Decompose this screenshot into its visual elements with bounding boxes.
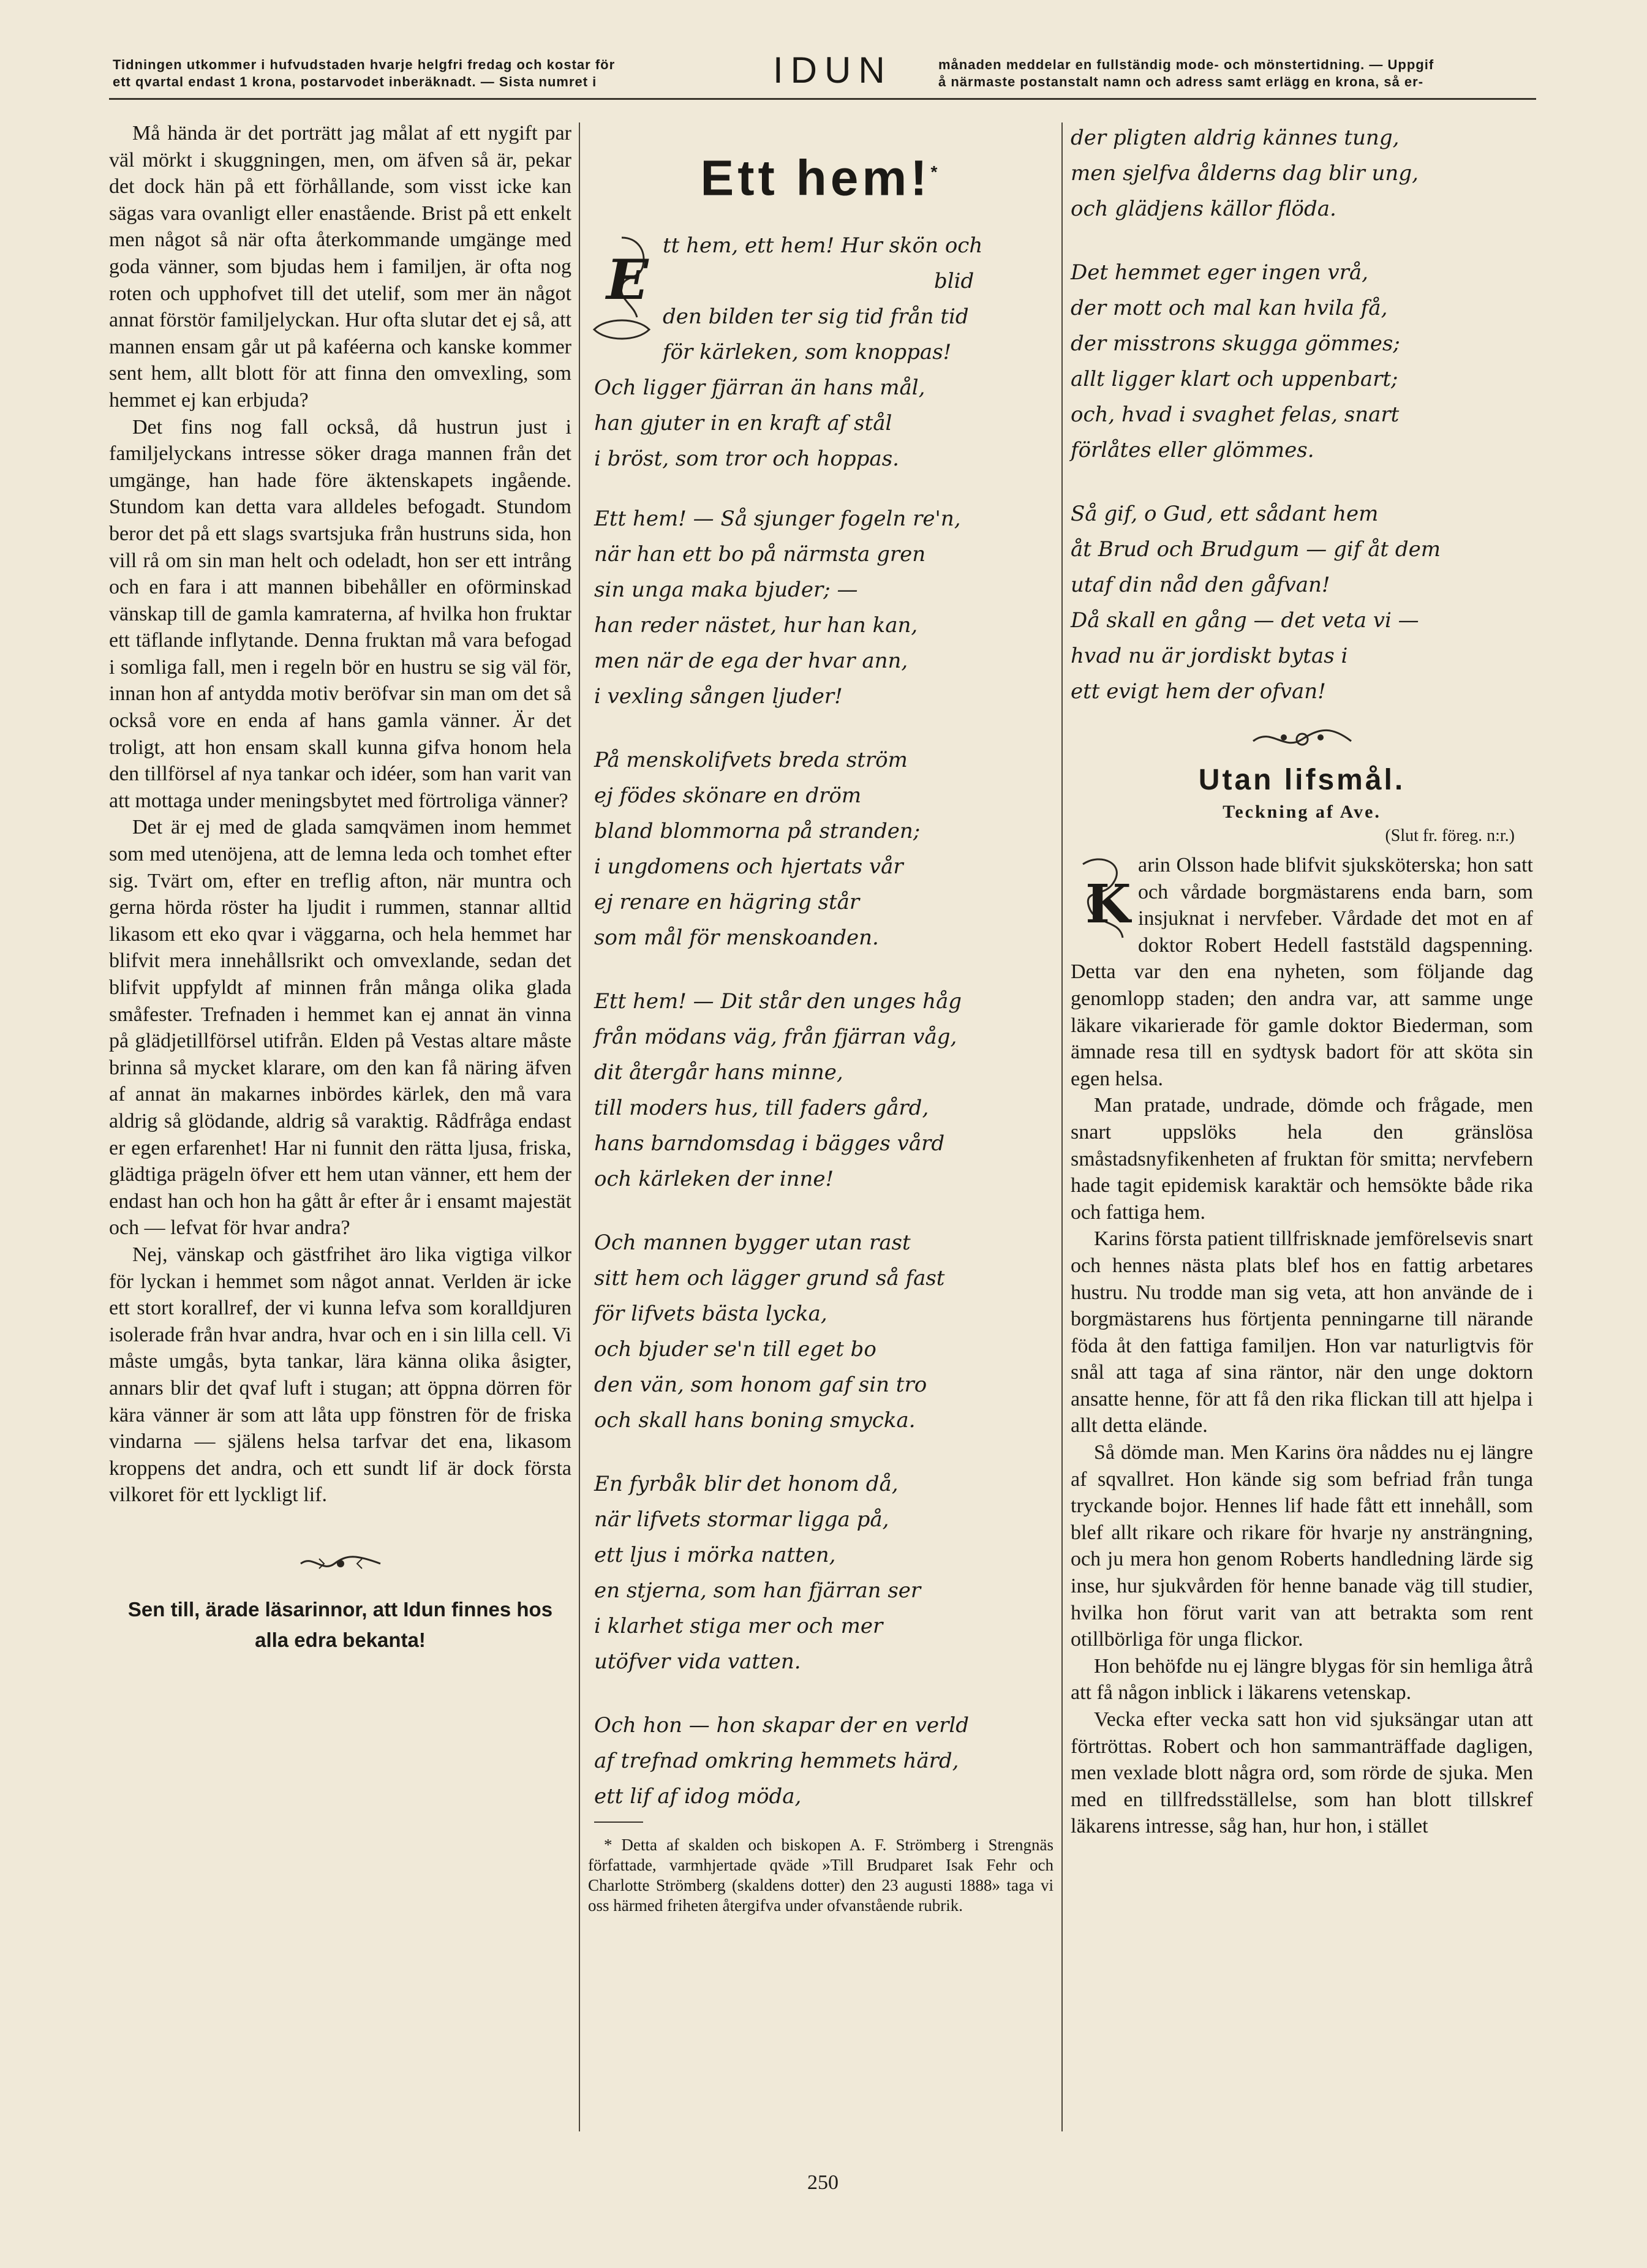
header-left-line1: Tidningen utkommer i hufvudstaden hvarje helgfri fredag och kostar för	[113, 57, 616, 72]
poem-line: hvad nu är jordiskt bytas i	[1071, 644, 1348, 668]
poem-line: Det hemmet eger ingen vrå,	[1071, 260, 1368, 285]
poem-line: ej födes skönare en dröm	[594, 783, 862, 808]
poem-line: och, hvad i svaghet felas, snart	[1071, 402, 1400, 427]
paragraph: arin Olsson hade blifvit sjuksköterska; hon satt och vårdade borgmästarens enda barn, som insjuknat i nervfeber. Vårdade det mot en af doktor Robert Hedell faststäld dagspenning. Detta var den ena nyheten, som följande dag genomlopp staden; den andra var, att samme unge läkare vikarierade för gamle doktor Biederman, som ämnade resa till en sydtysk badort för att sköta sin egen helsa.	[1071, 854, 1533, 1090]
poem-line: ett evigt hem der ofvan!	[1071, 679, 1326, 704]
poem-line: när lifvets stormar ligga på,	[594, 1507, 889, 1532]
poem-line: Då skall en gång — det veta vi —	[1071, 608, 1419, 633]
paragraph: Nej, vänskap och gästfrihet äro lika vigtiga vilkor för lyckan i hemmet som något annat. Verlden är icke ett stort korallref, der vi kunna lefva som koralldjuren isolerade från hvar andra, hvar och en i sin lilla cell. Vi måste umgås, byta tankar, lära känna olika åsigter, annars blir det qvaf luft i stugan; att öppna dörren för kära vänner är som att låta upp fönstren för de friska vindarna — själens helsa tarfvar det ena, likasom kroppens det andra, och ett sundt lif är dock första vilkoret för ett lyckligt lif.	[109, 1243, 571, 1507]
poem-line: sin unga maka bjuder; —	[594, 578, 858, 603]
poem-line: Och ligger fjärran än hans mål,	[594, 375, 925, 401]
poem-line: den bilden ter sig tid från tid	[663, 304, 969, 330]
story-body	[1071, 852, 1533, 1840]
poem-line: der pligten aldrig kännes tung,	[1071, 126, 1400, 150]
poem-line: utaf din nåd den gåfvan!	[1071, 573, 1330, 597]
poem-line: Och mannen bygger utan rast	[594, 1230, 911, 1256]
column-divider-right	[1061, 122, 1063, 2131]
header-notice-right	[938, 56, 1434, 91]
poem-line: för kärleken, som knoppas!	[663, 340, 952, 365]
paragraph: Hon behöfde nu ej längre blygas för sin hemliga åtrå att få någon inblick i läkarens vetenskap.	[1071, 1654, 1533, 1705]
poem-title-text: Ett hem!	[700, 150, 931, 206]
poem-line: när han ett bo på närmsta gren	[594, 542, 926, 567]
poem-line: han gjuter in en kraft af stål	[594, 411, 892, 436]
poem-line: åt Brud och Brudgum — gif åt dem	[1071, 537, 1441, 562]
story-byline: Teckning af Ave.	[1223, 802, 1381, 822]
paragraph: Det är ej med de glada samqvämen inom hemmet som med utenöjena, att de lemna leda och tomhet efter sig. Tvärt om, efter en treflig afton, när muntra och gerna hörda röster ha ljudit i rummen, stannar alltid likasom ett eko qvar i väggarna, och hela hemmet har blifvit mera innehållsrikt och omvexlande, sedan det blifvit uppfyldt af minnen från många olika glada småfester. Trefnaden i hemmet kan ej annat än vinna på glädjetillförsel utifrån. Elden på Vestas altare måste brinna så mycket klarare, om den kan få näring äfven af annat än makarnes inbördes kärlek, den må vara aldrig så glödande, aldrig så varaktig. Rådfråga endast er egen erfarenhet! Har ni funnit den rätta ljusa, friska, glädtiga prägeln öfver ett hem utan vänner, ett hem der endast han och hon ha gått år efter år i ensamt majestät och — lefvat för hvar andra?	[109, 816, 571, 1240]
poem-line: och kärleken der inne!	[594, 1167, 834, 1192]
poem-line: ett ljus i mörka natten,	[594, 1543, 836, 1568]
flourish-ornament-icon	[1247, 724, 1357, 755]
story-title: Utan lifsmål.	[1198, 764, 1406, 796]
poem-line: den vän, som honom gaf sin tro	[594, 1373, 927, 1398]
decorative-initial-k-icon	[1071, 852, 1132, 956]
poem-line: bland blommorna på stranden;	[594, 819, 921, 844]
continuation-note: (Slut fr. föreg. n:r.)	[1385, 826, 1515, 845]
poem-stanza	[594, 742, 1053, 955]
header-left-line2: ett qvartal endast 1 krona, postarvodet inberäknadt. — Sista numret i	[113, 74, 597, 89]
poem-line: förlåtes eller glömmes.	[1071, 438, 1314, 462]
poem-line: Och hon — hon skapar der en verld	[594, 1713, 969, 1738]
poem-footnote: * Detta af skalden och biskopen A. F. Strömberg i Strengnäs författade, varmhjertade qväde »Till Brudparet Isak Fehr och Charlotte Strömberg (skaldens dotter) den 23 augusti 1888» taga vi oss härmed friheten återgifva under ofvanstående rubrik.	[588, 1836, 1053, 1915]
page-number: 250	[807, 2171, 839, 2194]
dropcap-letter: E	[606, 247, 649, 313]
poem-stanza	[1071, 255, 1533, 468]
paragraph: Det fins nog fall också, då hustrun just i familjelyckans intresse söker draga mannen från det umgänge, han hade före äktenskapets ingående. Stundom kan detta vara alldeles befogadt. Stundom beror det på ett slags svartsjuka från hustruns sida, hon vill rå om sin man helt och odeladt, hon ser ett intrång och en fara i att mannen bibehåller en oförminskad vänskap till de gamla kamraterna, af hvilka hon fruktar ett täflande inflytande. Denna fruktan må vara befogad i somliga fall, men i regeln bör en hustru se sig väl för, innan hon af antydda motiv beröfvar sin man om det så också vore en enda af hans gamla vänner. Är det troligt, att hon ensam skall kunna gifva honom hela den tillförsel af nya tankar och idéer, som han varit van att mottaga under meningsbytet med förtroliga vänner?	[109, 415, 571, 812]
poem-stanza	[1071, 496, 1533, 709]
masthead-title: IDUN	[773, 50, 892, 91]
poem-line: från mödans väg, från fjärran våg,	[594, 1025, 957, 1050]
poem-line: Ett hem! — Så sjunger fogeln re'n,	[594, 507, 961, 532]
header-right-line1: månaden meddelar en fullständig mode- och mönstertidning. — Uppgif	[938, 57, 1434, 72]
poem-line: i ungdomens och hjertats vår	[594, 854, 903, 880]
poem-continuation	[1071, 120, 1533, 709]
poem-stanza	[594, 228, 1053, 477]
poem-stanza	[594, 984, 1053, 1197]
article-column-left	[109, 120, 571, 1656]
header-right-line2: å närmaste postanstalt namn och adress samt erlägg en krona, så er-	[938, 74, 1424, 89]
paragraph: Så dömde man. Men Karins öra nåddes nu ej längre af sqvallret. Hon kände sig som befriad från tunga tryckande bojor. Hennes lif hade fått ett innehåll, som blef allt rikare och rikare för hvarje ny ansträngning, och ju mera hon genom Roberts handledning lärde sig inse, hur sjukvården för henne banade väg till studier, hvilka hon förut varit van att betrakta som rent otillbörliga för unga flickor.	[1071, 1441, 1533, 1651]
poem-line: blid	[934, 269, 974, 294]
right-column	[1071, 120, 1533, 1840]
poem-line: der mott och mal kan hvila få,	[1071, 296, 1388, 320]
poem-line: och bjuder se'n till eget bo	[594, 1337, 876, 1362]
poem-line: ett lif af idog möda,	[594, 1784, 802, 1809]
poem-line: allt ligger klart och uppenbart;	[1071, 367, 1398, 391]
reader-appeal: Sen till, ärade läsarinnor, att Idun finnes hos alla edra bekanta!	[127, 1597, 553, 1651]
dropcap-letter: K	[1085, 873, 1131, 935]
poem-line: en stjerna, som han fjärran ser	[594, 1578, 921, 1603]
poem-line: dit återgår hans minne,	[594, 1060, 843, 1085]
poem-line: men sjelfva ålderns dag blir ung,	[1071, 161, 1419, 186]
poem-line: och glädjens källor flöda.	[1071, 197, 1336, 221]
poem-line: ej renare en hägring står	[594, 890, 860, 915]
column-divider-left	[579, 122, 580, 2131]
poem-line: till moders hus, till faders gård,	[594, 1096, 929, 1121]
poem-line: Så gif, o Gud, ett sådant hem	[1071, 502, 1379, 526]
poem-stanza	[1071, 120, 1533, 227]
header-rule	[109, 98, 1536, 100]
ornament-divider-icon	[295, 1551, 386, 1576]
poem-line: för lifvets bästa lycka,	[594, 1302, 827, 1327]
poem-line: En fyrbåk blir det honom då,	[594, 1472, 899, 1497]
poem-body	[588, 228, 1053, 1814]
poem-line: som mål för menskoanden.	[594, 925, 879, 951]
poem-line: han reder nästet, hur han kan,	[594, 613, 918, 638]
poem-line: sitt hem och lägger grund så fast	[594, 1266, 945, 1291]
poem-stanza	[594, 501, 1053, 714]
paragraph: Man pratade, undrade, dömde och frågade, men snart uppslöks hela den gränslösa småstadsnyfikenheten af fruktan för smitta; nervfebern hade tagit epidemisk karaktär och hemsökte både rika och fattiga hem.	[1071, 1094, 1533, 1224]
poem-line: och skall hans boning smycka.	[594, 1408, 916, 1433]
poem-line: hans barndomsdag i bägges vård	[594, 1131, 945, 1156]
poem-line: der misstrons skugga gömmes;	[1071, 331, 1400, 356]
footnote-marker: *	[930, 162, 941, 181]
poem-title	[588, 145, 1053, 206]
decorative-initial-e-icon	[588, 232, 655, 354]
poem-line: På menskolifvets breda ström	[594, 748, 908, 773]
poem-stanza	[594, 1708, 1053, 1814]
poem-line: i bröst, som tror och hoppas.	[594, 446, 899, 472]
poem-line: af trefnad omkring hemmets härd,	[594, 1749, 959, 1774]
poem-stanza	[594, 1225, 1053, 1438]
poem-stanza	[594, 1466, 1053, 1679]
poem-line: utöfver vida vatten.	[594, 1649, 801, 1675]
header-notice-left	[113, 56, 615, 91]
footnote-rule	[594, 1822, 643, 1823]
paragraph: Må hända är det porträtt jag målat af ett nygift par väl mörkt i skuggningen, men, om äfven så är, pekar det dock hän på ett förhållande, som visst icke kan sägas vara ovanligt eller enastående. Brist på ett enkelt men något så när ofta återkommande umgänge med goda vänner, som bjudas hem i familjen, är ofta nog roten och upphofvet till det utelif, som mer än något annat förstör familjelyckan. Hur ofta slutar det ej så, att mannen ensam går ut på kaféerna och kanske kommer sent hem, allt blott för att finna den omvexling, som hemmet ej kan erbjuda?	[109, 122, 571, 412]
poem-line: i klarhet stiga mer och mer	[594, 1614, 883, 1639]
poem-line: i vexling sången ljuder!	[594, 684, 843, 709]
poem-column	[588, 120, 1053, 1916]
poem-line: Ett hem! — Dit står den unges håg	[594, 989, 962, 1014]
poem-line: men när de ega der hvar ann,	[594, 649, 908, 674]
paragraph: Karins första patient tillfrisknade jemförelsevis snart och hennes nästa plats blef hos en fattig arbetares hustru. Nu trodde man sig veta, att hon använde de i borgmästarens hus förtjenta penningarne till närande föda åt den fattiga familjen. Hon var naturligtvis för snål att taga af sina räntor, när den unge doktorn ansatte henne, för att få den rika flickan till att hjelpa i allt detta elände.	[1071, 1227, 1533, 1437]
poem-line: tt hem, ett hem! Hur skön och	[663, 233, 983, 258]
paragraph: Vecka efter vecka satt hon vid sjuksängar utan att förtröttas. Robert och hon sammanträffade dagligen, men vexlade blott några ord, som rörde de sjuka. Men med en tillfredsställelse, som han blott tillskref läkarens intresse, såg han, hur hon, i stället	[1071, 1708, 1533, 1838]
